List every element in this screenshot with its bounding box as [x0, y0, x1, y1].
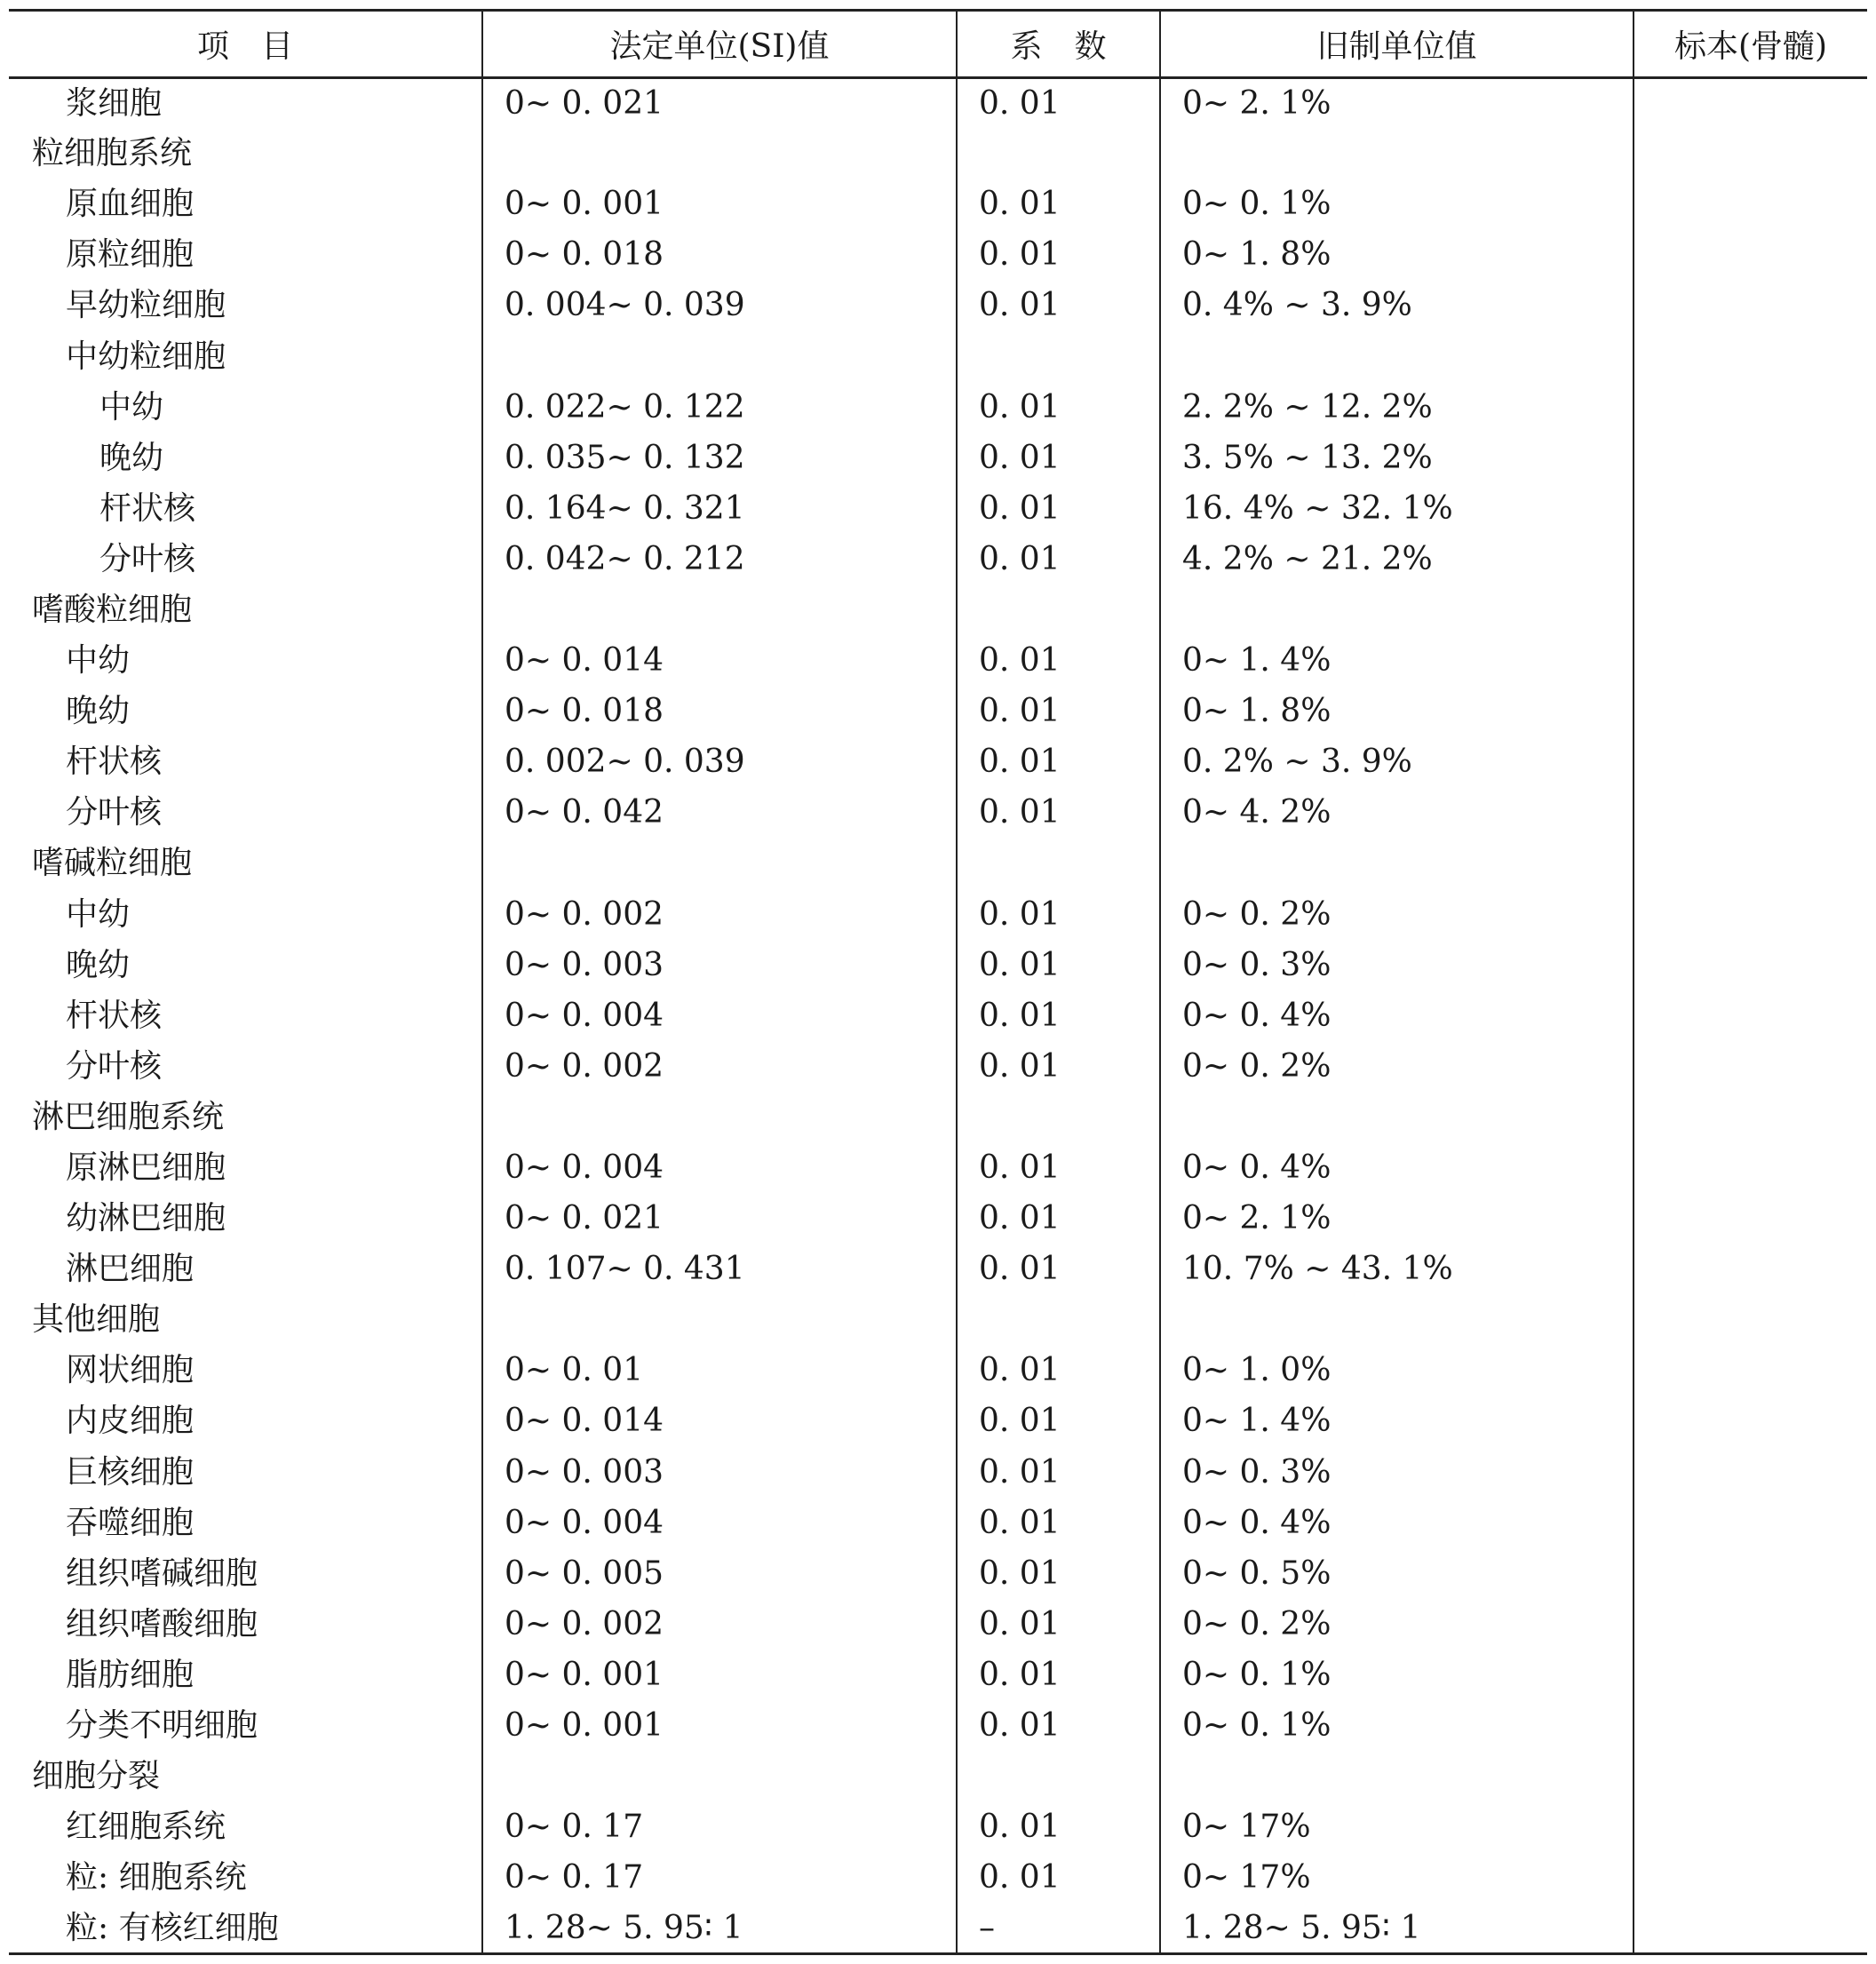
old-value-cell — [1160, 1295, 1634, 1346]
table-row — [9, 1092, 1867, 1142]
si-value-cell: 0~ 0. 021 — [482, 1194, 957, 1244]
coefficient-cell: 0. 01 — [957, 382, 1160, 433]
item-name-cell: 其他细胞 — [32, 1301, 161, 1339]
table-row — [9, 1194, 1867, 1244]
specimen-cell — [1634, 1396, 1867, 1447]
old-value-cell: 0~ 0. 2% — [1160, 1599, 1634, 1650]
specimen-cell — [1634, 636, 1867, 687]
item-name-cell: 原淋巴细胞 — [66, 1149, 227, 1187]
specimen-cell — [1634, 1802, 1867, 1853]
specimen-cell — [1634, 788, 1867, 839]
si-value-cell: 0~ 0. 002 — [482, 1599, 957, 1650]
coefficient-cell: 0. 01 — [957, 1396, 1160, 1447]
table-row — [9, 1802, 1867, 1853]
reference-table-container — [9, 9, 1867, 1955]
table-row — [9, 1548, 1867, 1599]
table-row — [9, 78, 1867, 129]
old-value-cell: 0~ 2. 1% — [1160, 1194, 1634, 1244]
coefficient-cell: 0. 01 — [957, 483, 1160, 534]
coefficient-cell — [957, 1092, 1160, 1142]
table-row — [9, 737, 1867, 788]
old-value-cell: 0~ 17% — [1160, 1853, 1634, 1904]
specimen-cell — [1634, 1752, 1867, 1802]
specimen-cell — [1634, 839, 1867, 889]
item-name-cell: 中幼 — [66, 642, 131, 680]
si-value-cell: 0~ 0. 002 — [482, 1041, 957, 1092]
item-name-cell: 原血细胞 — [66, 186, 195, 223]
item-name-cell: 细胞分裂 — [32, 1758, 161, 1795]
specimen-cell — [1634, 1346, 1867, 1396]
table-row — [9, 1244, 1867, 1295]
si-value-cell: 0~ 0. 01 — [482, 1346, 957, 1396]
table-row — [9, 1396, 1867, 1447]
item-name-cell: 网状细胞 — [66, 1352, 195, 1389]
item-name-cell: 分叶核 — [66, 1047, 163, 1085]
si-value-cell: 0~ 0. 004 — [482, 1498, 957, 1548]
coefficient-cell: 0. 01 — [957, 889, 1160, 940]
item-name-cell: 嗜碱粒细胞 — [32, 845, 193, 882]
si-value-cell: 0~ 0. 014 — [482, 636, 957, 687]
specimen-cell — [1634, 1142, 1867, 1193]
si-value-cell — [482, 1295, 957, 1346]
si-value-cell: 0~ 0. 003 — [482, 1447, 957, 1498]
header-item: 项 目 — [9, 11, 482, 78]
old-value-cell: 0~ 0. 2% — [1160, 1041, 1634, 1092]
specimen-cell — [1634, 1194, 1867, 1244]
si-value-cell: 0~ 0. 004 — [482, 1142, 957, 1193]
si-value-cell — [482, 129, 957, 179]
table-row — [9, 940, 1867, 990]
coefficient-cell: 0. 01 — [957, 78, 1160, 129]
specimen-cell — [1634, 129, 1867, 179]
specimen-cell — [1634, 584, 1867, 635]
coefficient-cell: 0. 01 — [957, 281, 1160, 331]
specimen-cell — [1634, 940, 1867, 990]
old-value-cell: 2. 2% ~ 12. 2% — [1160, 382, 1634, 433]
old-value-cell — [1160, 1752, 1634, 1802]
table-row — [9, 1142, 1867, 1193]
old-value-cell: 0~ 1. 8% — [1160, 230, 1634, 281]
table-row — [9, 230, 1867, 281]
item-name-cell: 组织嗜酸细胞 — [66, 1605, 258, 1642]
specimen-cell — [1634, 1041, 1867, 1092]
item-name-cell: 晚幼 — [66, 693, 131, 730]
item-name-cell: 粒: 有核红细胞 — [9, 1904, 482, 1954]
coefficient-cell: 0. 01 — [957, 636, 1160, 687]
old-value-cell: 0~ 0. 3% — [1160, 1447, 1634, 1498]
table-row — [9, 331, 1867, 382]
coefficient-cell: 0. 01 — [957, 1346, 1160, 1396]
table-row — [9, 1041, 1867, 1092]
item-name-cell: 红细胞系统 — [66, 1809, 227, 1846]
table-row — [9, 1599, 1867, 1650]
specimen-cell — [1634, 1650, 1867, 1700]
coefficient-cell — [957, 1295, 1160, 1346]
coefficient-cell: 0. 01 — [957, 1853, 1160, 1904]
old-value-cell: 0~ 0. 4% — [1160, 1142, 1634, 1193]
item-name-cell: 粒: 细胞系统 — [66, 1859, 247, 1896]
specimen-cell — [1634, 889, 1867, 940]
coefficient-cell: 0. 01 — [957, 1548, 1160, 1599]
old-value-cell — [1160, 839, 1634, 889]
table-row — [9, 433, 1867, 483]
coefficient-cell: 0. 01 — [957, 687, 1160, 737]
old-value-cell: 0~ 1. 8% — [1160, 687, 1634, 737]
item-name-cell: 杆状核 — [66, 997, 163, 1034]
specimen-cell — [1634, 990, 1867, 1041]
table-row — [9, 1295, 1867, 1346]
table-row — [9, 1752, 1867, 1802]
old-value-cell: 0~ 0. 4% — [1160, 990, 1634, 1041]
table-row — [9, 483, 1867, 534]
specimen-cell — [1634, 1853, 1867, 1904]
coefficient-cell — [957, 1752, 1160, 1802]
table-row — [9, 1701, 1867, 1752]
bone-marrow-reference-table — [9, 9, 1867, 1955]
table-row — [9, 839, 1867, 889]
coefficient-cell — [957, 839, 1160, 889]
table-row — [9, 1346, 1867, 1396]
si-value-cell: 0. 164~ 0. 321 — [482, 483, 957, 534]
si-value-cell: 0. 035~ 0. 132 — [482, 433, 957, 483]
item-name-cell: 晚幼 — [99, 439, 164, 476]
coefficient-cell — [957, 331, 1160, 382]
specimen-cell — [1634, 737, 1867, 788]
specimen-cell — [1634, 483, 1867, 534]
old-value-cell: 0~ 0. 1% — [1160, 179, 1634, 230]
coefficient-cell: 0. 01 — [957, 1142, 1160, 1193]
si-value-cell: 0~ 0. 003 — [482, 940, 957, 990]
si-value-cell: 0. 107~ 0. 431 — [482, 1244, 957, 1295]
old-value-cell: 0~ 0. 3% — [1160, 940, 1634, 990]
item-name-cell: 粒细胞系统 — [32, 135, 193, 172]
si-value-cell: 0~ 0. 018 — [482, 230, 957, 281]
si-value-cell — [482, 1092, 957, 1142]
old-value-cell: 0~ 1. 4% — [1160, 1396, 1634, 1447]
coefficient-cell: 0. 01 — [957, 1650, 1160, 1700]
table-row — [9, 584, 1867, 635]
specimen-cell — [1634, 78, 1867, 129]
item-name-cell: 早幼粒细胞 — [66, 287, 227, 324]
coefficient-cell: 0. 01 — [957, 433, 1160, 483]
si-value-cell: 0. 022~ 0. 122 — [482, 382, 957, 433]
table-row — [9, 687, 1867, 737]
old-value-cell: 0~ 0. 2% — [1160, 889, 1634, 940]
coefficient-cell: 0. 01 — [957, 737, 1160, 788]
item-name-cell: 嗜酸粒细胞 — [32, 591, 193, 628]
si-value-cell — [482, 331, 957, 382]
old-value-cell: 0~ 0. 1% — [1160, 1650, 1634, 1700]
si-value-cell: 0~ 0. 17 — [482, 1802, 957, 1853]
item-name-cell: 幼淋巴细胞 — [66, 1200, 227, 1237]
coefficient-cell: 0. 01 — [957, 230, 1160, 281]
specimen-cell — [1634, 1548, 1867, 1599]
item-name-cell: 分叶核 — [66, 794, 163, 831]
si-value-cell: 0~ 0. 018 — [482, 687, 957, 737]
header-row — [9, 11, 1867, 78]
si-value-cell: 0~ 0. 001 — [482, 179, 957, 230]
old-value-cell: 0~ 0. 5% — [1160, 1548, 1634, 1599]
item-name-cell: 吞噬细胞 — [66, 1504, 195, 1541]
old-value-cell: 0~ 17% — [1160, 1802, 1634, 1853]
old-value-cell: 1. 28~ 5. 95∶ 1 — [1160, 1904, 1634, 1954]
table-row — [9, 1447, 1867, 1498]
specimen-cell — [1634, 687, 1867, 737]
coefficient-cell: – — [957, 1904, 1160, 1954]
coefficient-cell: 0. 01 — [957, 1498, 1160, 1548]
table-row — [9, 534, 1867, 584]
si-value-cell: 0~ 0. 014 — [482, 1396, 957, 1447]
item-name-cell: 中幼 — [66, 895, 131, 933]
header-coefficient: 系 数 — [957, 11, 1160, 78]
table-row — [9, 129, 1867, 179]
specimen-cell — [1634, 1599, 1867, 1650]
old-value-cell: 0~ 0. 4% — [1160, 1498, 1634, 1548]
table-row — [9, 636, 1867, 687]
item-name-cell: 原粒细胞 — [66, 236, 195, 274]
old-value-cell — [1160, 1092, 1634, 1142]
old-value-cell: 0~ 1. 4% — [1160, 636, 1634, 687]
table-header — [9, 11, 1867, 78]
specimen-cell — [1634, 1092, 1867, 1142]
si-value-cell: 0~ 0. 042 — [482, 788, 957, 839]
specimen-cell — [1634, 331, 1867, 382]
table-row — [9, 1650, 1867, 1700]
item-name-cell: 中幼 — [99, 388, 164, 425]
coefficient-cell: 0. 01 — [957, 1447, 1160, 1498]
item-name-cell: 分叶核 — [99, 540, 196, 577]
old-value-cell — [1160, 331, 1634, 382]
specimen-cell — [1634, 1447, 1867, 1498]
specimen-cell — [1634, 230, 1867, 281]
si-value-cell: 0~ 0. 002 — [482, 889, 957, 940]
si-value-cell — [482, 839, 957, 889]
coefficient-cell: 0. 01 — [957, 1599, 1160, 1650]
si-value-cell: 0. 042~ 0. 212 — [482, 534, 957, 584]
old-value-cell — [1160, 129, 1634, 179]
si-value-cell: 1. 28~ 5. 95∶ 1 — [482, 1904, 957, 1954]
old-value-cell: 0. 2% ~ 3. 9% — [1160, 737, 1634, 788]
table-body — [9, 78, 1867, 1954]
si-value-cell: 0~ 0. 001 — [482, 1701, 957, 1752]
item-name-cell: 淋巴细胞 — [66, 1251, 195, 1288]
si-value-cell: 0~ 0. 001 — [482, 1650, 957, 1700]
coefficient-cell: 0. 01 — [957, 534, 1160, 584]
item-name-cell: 分类不明细胞 — [66, 1707, 258, 1745]
specimen-cell — [1634, 1904, 1867, 1954]
table-row — [9, 990, 1867, 1041]
item-name-cell: 中幼粒细胞 — [66, 338, 227, 375]
item-name-cell: 杆状核 — [66, 743, 163, 781]
old-value-cell: 4. 2% ~ 21. 2% — [1160, 534, 1634, 584]
item-name-cell: 内皮细胞 — [66, 1403, 195, 1440]
item-name-cell: 浆细胞 — [66, 84, 163, 122]
specimen-cell — [1634, 1701, 1867, 1752]
old-value-cell: 0. 4% ~ 3. 9% — [1160, 281, 1634, 331]
coefficient-cell: 0. 01 — [957, 1194, 1160, 1244]
item-name-cell: 杆状核 — [99, 489, 196, 527]
si-value-cell — [482, 1752, 957, 1802]
old-value-cell: 0~ 4. 2% — [1160, 788, 1634, 839]
specimen-cell — [1634, 179, 1867, 230]
old-value-cell: 0~ 0. 1% — [1160, 1701, 1634, 1752]
old-value-cell — [1160, 584, 1634, 635]
si-value-cell: 0. 004~ 0. 039 — [482, 281, 957, 331]
table-row — [9, 788, 1867, 839]
old-value-cell: 16. 4% ~ 32. 1% — [1160, 483, 1634, 534]
header-specimen: 标本(骨髓) — [1634, 11, 1867, 78]
coefficient-cell: 0. 01 — [957, 788, 1160, 839]
table-row — [9, 1853, 1867, 1904]
item-name-cell: 组织嗜碱细胞 — [66, 1555, 258, 1592]
specimen-cell — [1634, 433, 1867, 483]
table-row — [9, 179, 1867, 230]
coefficient-cell — [957, 129, 1160, 179]
si-value-cell: 0. 002~ 0. 039 — [482, 737, 957, 788]
si-value-cell: 0~ 0. 021 — [482, 78, 957, 129]
item-name-cell: 巨核细胞 — [66, 1453, 195, 1491]
old-value-cell: 3. 5% ~ 13. 2% — [1160, 433, 1634, 483]
item-name-cell: 淋巴细胞系统 — [32, 1098, 225, 1135]
item-name-cell: 晚幼 — [66, 946, 131, 983]
si-value-cell: 0~ 0. 005 — [482, 1548, 957, 1599]
coefficient-cell: 0. 01 — [957, 179, 1160, 230]
specimen-cell — [1634, 534, 1867, 584]
coefficient-cell: 0. 01 — [957, 1244, 1160, 1295]
specimen-cell — [1634, 281, 1867, 331]
coefficient-cell — [957, 584, 1160, 635]
old-value-cell: 10. 7% ~ 43. 1% — [1160, 1244, 1634, 1295]
item-name-cell: 脂肪细胞 — [66, 1656, 195, 1693]
header-si-value: 法定单位(SI)值 — [482, 11, 957, 78]
specimen-cell — [1634, 1498, 1867, 1548]
si-value-cell — [482, 584, 957, 635]
si-value-cell: 0~ 0. 17 — [482, 1853, 957, 1904]
coefficient-cell: 0. 01 — [957, 1041, 1160, 1092]
table-row — [9, 889, 1867, 940]
table-row — [9, 1904, 1867, 1954]
table-row — [9, 382, 1867, 433]
si-value-cell: 0~ 0. 004 — [482, 990, 957, 1041]
coefficient-cell: 0. 01 — [957, 1802, 1160, 1853]
coefficient-cell: 0. 01 — [957, 990, 1160, 1041]
old-value-cell: 0~ 2. 1% — [1160, 78, 1634, 129]
specimen-cell — [1634, 1295, 1867, 1346]
coefficient-cell: 0. 01 — [957, 1701, 1160, 1752]
specimen-cell — [1634, 1244, 1867, 1295]
table-row — [9, 1498, 1867, 1548]
header-old-value: 旧制单位值 — [1160, 11, 1634, 78]
specimen-cell — [1634, 382, 1867, 433]
coefficient-cell: 0. 01 — [957, 940, 1160, 990]
table-row — [9, 281, 1867, 331]
old-value-cell: 0~ 1. 0% — [1160, 1346, 1634, 1396]
